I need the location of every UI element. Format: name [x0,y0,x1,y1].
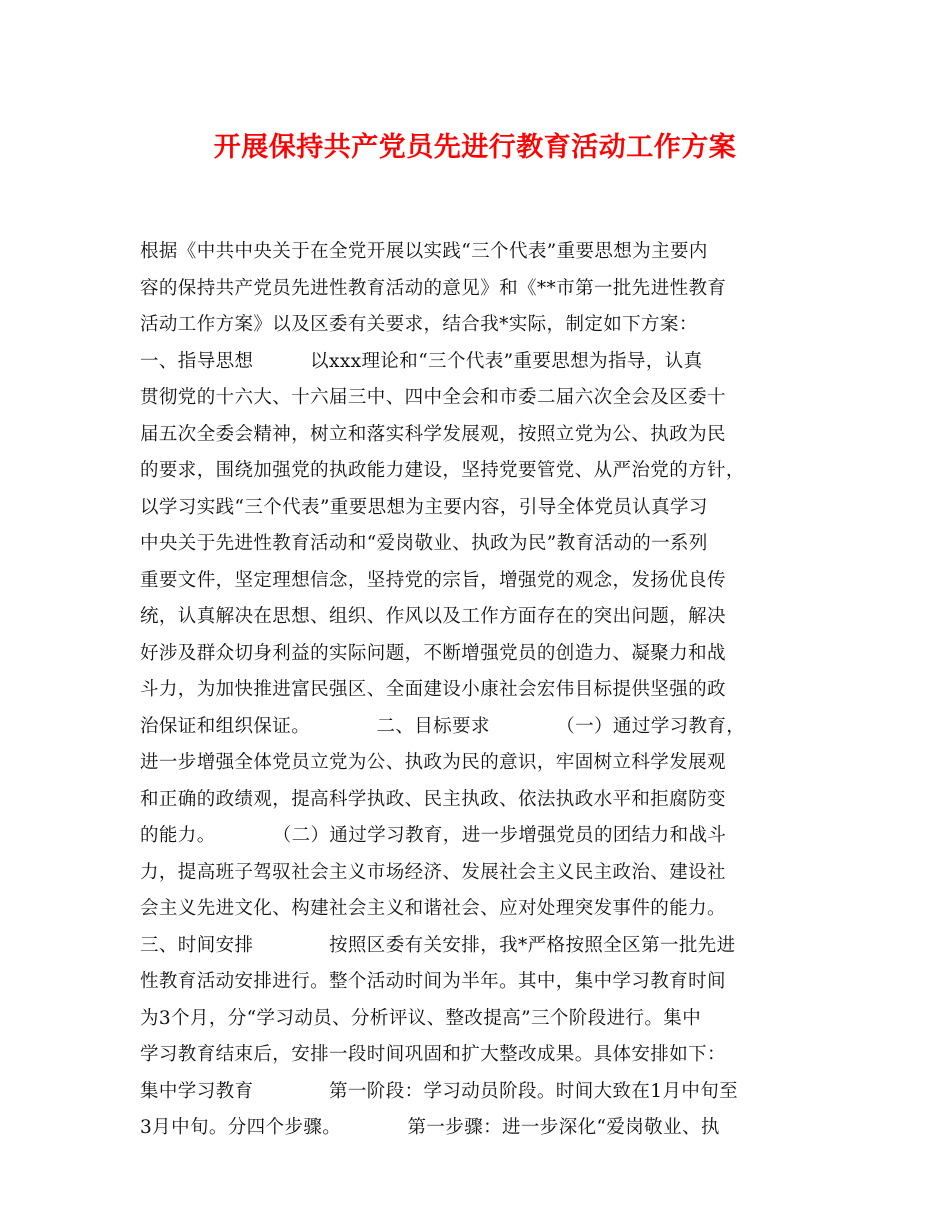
body-line: 贯彻党的十六大、十六届三中、四中全会和市委二届六次全会及区委十 [140,387,726,408]
body-line: 学习教育结束后，安排一段时间巩固和扩大整改成果。具体安排如下： [140,1044,726,1065]
body-line: 治保证和组织保证。 二、目标要求 （一）通过学习教育， [140,715,746,737]
body-line: 重要文件，坚定理想信念，坚持党的宗旨，增强党的观念，发扬优良传 [140,569,726,591]
body-line: 3月中旬。分四个步骤。 第一步骤：进一步深化“爱岗敬业、执 [140,1117,720,1138]
document-body [140,234,820,1147]
body-line: 三、时间安排 按照区委有关安排，我*严格按照全区第一批先进 [140,934,736,956]
body-line: 的能力。 （二）通过学习教育，进一步增强党员的团结力和战斗 [140,825,727,846]
body-line: 容的保持共产党员先进性教育活动的意见》和《**市第一批先进性教育 [140,277,727,299]
body-line: 一、指导思想 以xxx理论和“三个代表”重要思想为指导，认真 [140,350,703,372]
body-line: 进一步增强全体党员立党为公、执政为民的意识，牢固树立科学发展观 [140,752,726,773]
body-line: 性教育活动安排进行。整个活动时间为半年。其中，集中学习教育时间 [140,971,726,992]
document-title: 开展保持共产党员先进行教育活动工作方案 [213,132,737,163]
body-line: 力，提高班子驾驭社会主义市场经济、发展社会主义民主政治、建设社 [140,861,726,883]
body-line: 活动工作方案》以及区委有关要求，结合我*实际，制定如下方案： [140,314,698,335]
body-line: 中央关于先进性教育活动和“爱岗敬业、执政为民”教育活动的一系列 [140,533,708,554]
body-line: 会主义先进文化、构建社会主义和谐社会、应对处理突发事件的能力。 [140,898,726,919]
body-line: 以学习实践“三个代表”重要思想为主要内容，引导全体党员认真学习 [140,496,708,518]
body-line: 和正确的政绩观，提高科学执政、民主执政、依法执政水平和拒腐防变 [140,788,726,810]
body-line: 为3个月，分“学习动员、分析评议、整改提高”三个阶段进行。集中 [140,1007,702,1029]
body-line: 根据《中共中央关于在全党开展以实践“三个代表”重要思想为主要内 [140,241,708,262]
body-line: 斗力，为加快推进富民强区、全面建设小康社会宏伟目标提供坚强的政 [140,679,726,700]
body-line: 好涉及群众切身利益的实际问题，不断增强党员的创造力、凝聚力和战 [140,642,726,664]
body-line: 集中学习教育 第一阶段：学习动员阶段。时间大致在1月中旬至 [140,1080,739,1102]
body-line: 统，认真解决在思想、组织、作风以及工作方面存在的突出问题，解决 [140,606,726,627]
body-line: 的要求，围绕加强党的执政能力建设，坚持党要管党、从严治党的方针， [140,460,745,481]
body-line: 届五次全委会精神，树立和落实科学发展观，按照立党为公、执政为民 [140,423,726,445]
